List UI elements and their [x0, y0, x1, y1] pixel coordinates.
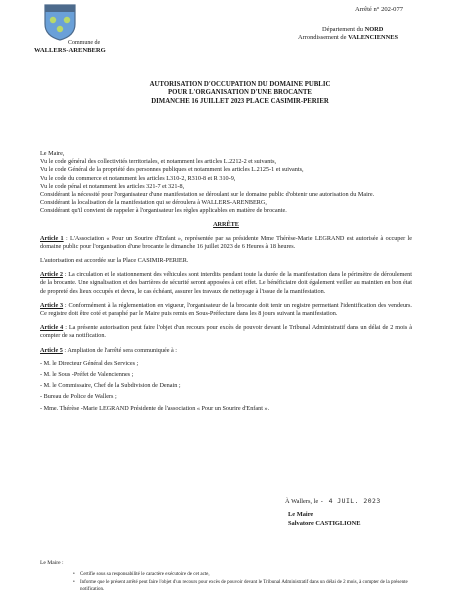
preamble-line: Considérant la localisation de la manifestation qui se déroulera à WALLERS-ARENBERG,	[40, 199, 267, 207]
recipient-item: - Mme. Thérèse -Marie LEGRAND Présidente de l'association « Pour un Sourire d'Enfant ».	[40, 404, 270, 412]
arrete-heading: ARRÊTE	[213, 220, 239, 228]
article-text: : La présente autorisation peut faire l'objet d'un recours pour excès de pouvoir devant le Tribunal Administratif dans un délai de 2 mois à compter de sa notification.	[40, 324, 412, 340]
signatory-name: Salvatore CASTIGLIONE	[288, 520, 361, 527]
footer-line-2: Informe que le présent arrêté peut faire l'objet d'un recours pour excès de pouvoir devant le Tribunal Administratif dans un délai de 2 mois, à compter de la présente notification.	[80, 580, 408, 592]
bullet-icon: •	[73, 580, 75, 585]
article-label: Article 4	[40, 324, 64, 332]
article-1	[40, 235, 412, 251]
preamble-line: Considérant la nécessité pour l'organisateur d'une manifestation se déroulant sur le domaine public d'obtenir une autorisation du Maire.	[40, 190, 375, 198]
article-2	[40, 271, 412, 296]
footer-line-1: Certifie sous sa responsabilité le caractère exécutoire de cet acte,	[80, 572, 210, 577]
document-body	[40, 150, 412, 413]
article-3	[40, 302, 412, 318]
article-text: : L'Association « Pour un Sourire d'Enfant », représentée par sa présidente Mme Thérèse-Marie LEGRAND est autorisée à occuper le domaine public pour l'organisation d'une brocante le dimanche 16 juillet 2023 de 6 Heures à 18 heures.	[40, 234, 412, 250]
article-1-extra: L'autorisation est accordée sur la Place CASIMIR-PERIER.	[40, 257, 189, 265]
signature-place: À Wallers, le	[285, 498, 320, 505]
commune-label: Commune de	[68, 40, 101, 46]
preamble-intro: Le Maire,	[40, 150, 65, 157]
arrondissement-name: VALENCIENNES	[348, 34, 399, 41]
article-text: : Conformément à la réglementation en vigueur, l'organisateur de la brocante doit tenir un registre permettant l'identification des vendeurs. Ce registre doit être coté et paraphé par le Maire puis remis en Sous-Préfecture dans les 8 jours suivant la manifestation.	[40, 301, 412, 317]
arrete-number: Arrêté n° 202-077	[355, 6, 404, 13]
article-label: Article 2	[40, 271, 64, 279]
title-line-3: DIMANCHE 16 JUILLET 2023 PLACE CASIMIR-PERIER	[151, 97, 329, 105]
preamble-line: Considérant qu'il convient de rappeler à l'organisateur les règles applicables en matière de brocante.	[40, 207, 287, 215]
title-line-1: AUTORISATION D'OCCUPATION DU DOMAINE PUBLIC	[149, 81, 331, 88]
signature-place-date	[285, 497, 381, 506]
recipient-item: - M. le Directeur Général des Services ;	[40, 359, 139, 367]
preamble-line: Vu le code Général de la propriété des personnes publiques et notamment les articles L.2125-1 et suivants,	[40, 166, 304, 174]
article-4	[40, 324, 412, 340]
department-prefix: Département du	[322, 26, 365, 33]
article-label: Article 1	[40, 234, 64, 242]
department-name: NORD	[364, 26, 384, 33]
document-title	[120, 81, 360, 106]
article-label: Article 5	[40, 346, 63, 354]
article-text: : La circulation et le stationnement des véhicules sont interdits pendant toute la durée de la manifestation dans le périmètre de déroulement de la brocante. Une signalisation et des barrières de sécurité seront apposées à cet effet. Le bénéficiaire doit également veiller au maintien en bon état de propreté des lieux occupés et devra, le cas échéant, assurer les travaux de nettoyage à l'issue de la manifestation.	[40, 271, 412, 295]
article-5	[40, 347, 412, 355]
arrondissement-prefix: Arrondissement de	[298, 34, 349, 41]
municipal-crest-logo	[42, 2, 78, 42]
preamble-line: Vu le code pénal et notamment les articles 321-7 et 321-8,	[40, 182, 185, 190]
recipient-item: - Bureau de Police de Wallers ;	[40, 393, 117, 401]
arrondissement-line	[298, 34, 398, 42]
bullet-icon: •	[73, 572, 75, 577]
article-text: : Ampliation de l'arrêté sera communiquée à :	[62, 346, 178, 354]
recipient-list	[40, 360, 412, 413]
date-stamp: - 4 JUIL. 2023	[319, 497, 381, 505]
title-line-2: POUR L'ORGANISATION D'UNE BROCANTE	[168, 89, 312, 97]
preamble-line: Vu le code du commerce et notamment les articles L310-2, R310-8 et R 310-9,	[40, 174, 236, 182]
article-label: Article 3	[40, 301, 64, 309]
footer-heading: Le Maire :	[40, 560, 64, 566]
commune-name: WALLERS-ARENBERG	[34, 47, 106, 54]
signatory-role: Le Maire	[288, 511, 314, 518]
recipient-item: - M. le Sous -Préfet de Valenciennes ;	[40, 370, 134, 378]
recipient-item: - M. le Commissaire, Chef de la Subdivision de Denain ;	[40, 382, 181, 390]
preamble-line: Vu le code général des collectivités territoriales, et notamment les articles L.2212-2 et suivants,	[40, 158, 277, 166]
